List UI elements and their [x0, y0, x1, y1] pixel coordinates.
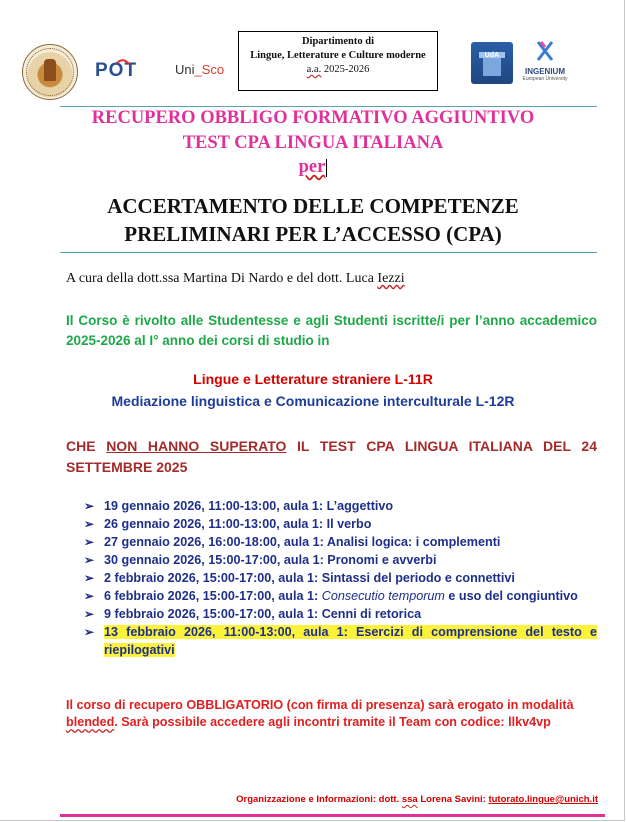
title-per-word: per	[298, 157, 326, 177]
arrow-bullet-icon: ➢	[84, 499, 95, 513]
unisco-logo-a: Uni	[175, 62, 195, 77]
pot-logo	[95, 58, 155, 82]
unisco-logo-b: _Sco	[194, 62, 225, 77]
uda-logo-icon	[471, 42, 513, 84]
department-name: Lingue, Letterature e Culture moderne	[250, 50, 426, 61]
session-item-highlighted	[84, 623, 597, 659]
session-text	[104, 589, 578, 603]
academic-year-prefix: a.a.	[306, 64, 322, 75]
curators-line	[66, 271, 405, 287]
contact-email-link[interactable]: tutorato.lingue@unich.it	[488, 794, 598, 805]
title-line-3: ACCERTAMENTO DELLE COMPETENZE	[107, 194, 519, 218]
notice-underlined: NON HANNO SUPERATO	[106, 438, 287, 454]
session-item	[84, 515, 597, 533]
notice-post: IL TEST CPA LINGUA ITALIANA DEL 24 SETTEMBRE 2025	[66, 438, 597, 475]
pot-logo-text: POT	[95, 60, 138, 81]
uda-logo	[471, 42, 513, 84]
curators-prefix: A cura della dott.ssa Martina Di Nardo e del dott. Luca	[66, 271, 378, 286]
unisco-logo	[175, 62, 224, 77]
course-l11r: Lingue e Letterature straniere L-11R	[193, 371, 433, 387]
arrow-bullet-icon: ➢	[84, 625, 95, 639]
notice-pre: CHE	[66, 438, 107, 454]
session-item	[84, 497, 597, 515]
arrow-bullet-icon: ➢	[84, 589, 95, 603]
session-item	[84, 569, 597, 587]
ingenium-logo	[520, 40, 570, 82]
session-item	[84, 605, 597, 623]
footer-note-blended: blended	[66, 715, 115, 729]
ingenium-x-icon	[533, 40, 557, 62]
title-line-1: RECUPERO OBBLIGO FORMATIVO AGGIUNTIVO	[91, 108, 535, 128]
contact-prefix: Organizzazione e Informazioni: dott.	[236, 794, 402, 805]
title-line-2: TEST CPA LINGUA ITALIANA	[182, 133, 444, 153]
bottom-accent-bar	[60, 814, 605, 817]
academic-year	[239, 63, 437, 77]
session-item	[84, 533, 597, 551]
ingenium-name: INGENIUM	[525, 67, 565, 76]
arrow-bullet-icon: ➢	[84, 517, 95, 531]
footer-note-a: Il corso di recupero OBBLIGATORIO (con firma di presenza) sarà erogato in modalità	[66, 698, 574, 712]
eligibility-notice	[66, 436, 597, 478]
contact-name: Lorena Savini:	[417, 794, 489, 805]
session-text: 27 gennaio 2026, 16:00-18:00, aula 1: Analisi logica: i complementi	[104, 535, 501, 549]
ingenium-subtitle: European University	[522, 76, 568, 82]
course-intro: Il Corso è rivolto alle Studentesse e agli Studenti iscritte/i per l’anno accademico 2025-2026 al I° anno dei corsi di studio in	[66, 313, 597, 348]
session-item	[84, 551, 597, 569]
middle-rule	[60, 252, 597, 253]
session-text: 13 febbraio 2026, 11:00-13:00, aula 1: Esercizi di comprensione del testo e riepilogativi	[104, 625, 597, 657]
department-title: Dipartimento di	[301, 36, 375, 47]
session-list	[84, 497, 597, 659]
mandatory-course-note	[66, 697, 597, 731]
title-per	[0, 157, 626, 178]
session-text: 19 gennaio 2026, 11:00-13:00, aula 1: L’aggettivo	[104, 499, 394, 513]
session-item	[84, 587, 597, 605]
arrow-bullet-icon: ➢	[84, 607, 95, 621]
top-rule	[60, 106, 597, 107]
arrow-bullet-icon: ➢	[84, 535, 95, 549]
curators-surname: Iezzi	[377, 271, 405, 286]
arrow-bullet-icon: ➢	[84, 553, 95, 567]
session-text: 26 gennaio 2026, 11:00-13:00, aula 1: Il verbo	[104, 517, 372, 531]
footer-note-b: . Sarà possibile accedere agli incontri tramite il Team con codice: llkv4vp	[114, 715, 551, 729]
seal-tower-icon	[44, 59, 56, 81]
session-text: 2 febbraio 2026, 15:00-17:00, aula 1: Sintassi del periodo e connettivi	[104, 571, 515, 585]
academic-year-value: 2025-2026	[323, 64, 370, 75]
course-l12r: Mediazione linguistica e Comunicazione interculturale L-12R	[111, 393, 515, 409]
session-text-pre: 6 febbraio 2026, 15:00-17:00, aula 1:	[104, 589, 322, 603]
text-caret	[326, 159, 327, 177]
arrow-bullet-icon: ➢	[84, 571, 95, 585]
title-line-4: PRELIMINARI PER L’ACCESSO (CPA)	[124, 222, 502, 246]
department-box	[238, 31, 438, 91]
contact-info	[236, 794, 598, 805]
svg-text:UdA: UdA	[484, 52, 500, 59]
session-text-post: e uso del congiuntivo	[444, 589, 578, 603]
session-text: 30 gennaio 2026, 15:00-17:00, aula 1: Pronomi e avverbi	[104, 553, 437, 567]
university-seal-logo	[22, 44, 78, 100]
contact-ssa: ssa	[401, 794, 418, 805]
session-text: 9 febbraio 2026, 15:00-17:00, aula 1: Cenni di retorica	[104, 607, 422, 621]
session-text-italic: Consecutio temporum	[321, 589, 445, 603]
